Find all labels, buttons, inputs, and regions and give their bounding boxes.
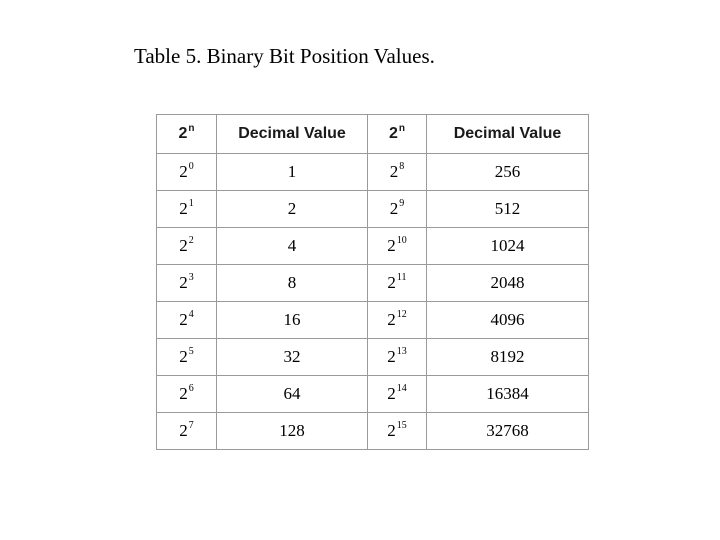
table-row [157, 265, 589, 302]
decimal-value-cell: 2 [217, 191, 368, 228]
power-base: 2 [179, 162, 188, 181]
decimal-value-cell: 4 [217, 228, 368, 265]
power-base: 2 [387, 347, 396, 366]
power-exponent: 10 [396, 235, 407, 247]
power-exponent: 12 [396, 309, 407, 321]
table-row [157, 413, 589, 450]
power-exponent: 6 [188, 383, 194, 395]
table-row [157, 376, 589, 413]
header-exponent-left [157, 115, 217, 154]
table-row [157, 339, 589, 376]
power-cell [157, 191, 217, 228]
header-exponent-sup: n [398, 122, 405, 134]
power-exponent: 9 [399, 198, 405, 210]
power-exponent: 3 [188, 272, 194, 284]
table-caption: Table 5. Binary Bit Position Values. [134, 44, 435, 68]
header-row [157, 115, 589, 154]
power-base: 2 [179, 421, 188, 440]
power-base: 2 [387, 236, 396, 255]
power-base: 2 [389, 199, 399, 218]
power-base: 2 [179, 384, 188, 403]
table-row [157, 154, 589, 191]
power-base: 2 [387, 310, 396, 329]
decimal-value-cell: 2048 [427, 265, 589, 302]
power-exponent: 1 [188, 198, 194, 210]
power-cell [368, 302, 427, 339]
power-base: 2 [179, 273, 188, 292]
power-exponent: 4 [188, 309, 194, 321]
power-cell [368, 413, 427, 450]
decimal-value-cell: 32 [217, 339, 368, 376]
header-exponent-right [368, 115, 427, 154]
decimal-value-cell: 512 [427, 191, 589, 228]
decimal-value-cell: 16384 [427, 376, 589, 413]
power-cell [157, 302, 217, 339]
power-base: 2 [387, 273, 396, 292]
table-row [157, 302, 589, 339]
power-base: 2 [387, 421, 396, 440]
bit-position-table [156, 114, 589, 450]
power-exponent: 8 [399, 161, 405, 173]
power-exponent: 2 [188, 235, 194, 247]
decimal-value-cell: 1024 [427, 228, 589, 265]
power-cell [157, 228, 217, 265]
decimal-value-cell: 128 [217, 413, 368, 450]
header-exponent-base: 2 [178, 125, 188, 142]
decimal-value-cell: 256 [427, 154, 589, 191]
power-base: 2 [387, 384, 396, 403]
table-row [157, 191, 589, 228]
power-exponent: 5 [188, 346, 194, 358]
power-cell [157, 413, 217, 450]
power-base: 2 [179, 347, 188, 366]
power-cell [157, 154, 217, 191]
power-exponent: 13 [396, 346, 407, 358]
decimal-value-cell: 1 [217, 154, 368, 191]
power-exponent: 0 [188, 161, 194, 173]
header-exponent-sup: n [188, 122, 195, 134]
power-base: 2 [389, 162, 399, 181]
power-cell [368, 228, 427, 265]
power-exponent: 15 [396, 420, 407, 432]
header-decimal-value-left: Decimal Value [217, 115, 368, 154]
decimal-value-cell: 32768 [427, 413, 589, 450]
power-cell [157, 339, 217, 376]
power-cell [368, 191, 427, 228]
table-row [157, 228, 589, 265]
decimal-value-cell: 16 [217, 302, 368, 339]
power-exponent: 11 [396, 272, 407, 284]
power-cell [157, 376, 217, 413]
decimal-value-cell: 8 [217, 265, 368, 302]
header-exponent-base: 2 [388, 125, 398, 142]
power-exponent: 14 [396, 383, 407, 395]
power-cell [157, 265, 217, 302]
power-cell [368, 154, 427, 191]
power-cell [368, 376, 427, 413]
decimal-value-cell: 4096 [427, 302, 589, 339]
decimal-value-cell: 8192 [427, 339, 589, 376]
power-cell [368, 265, 427, 302]
header-decimal-value-right: Decimal Value [427, 115, 589, 154]
power-exponent: 7 [188, 420, 194, 432]
power-base: 2 [179, 199, 188, 218]
power-cell [368, 339, 427, 376]
decimal-value-cell: 64 [217, 376, 368, 413]
power-base: 2 [179, 236, 188, 255]
power-base: 2 [179, 310, 188, 329]
